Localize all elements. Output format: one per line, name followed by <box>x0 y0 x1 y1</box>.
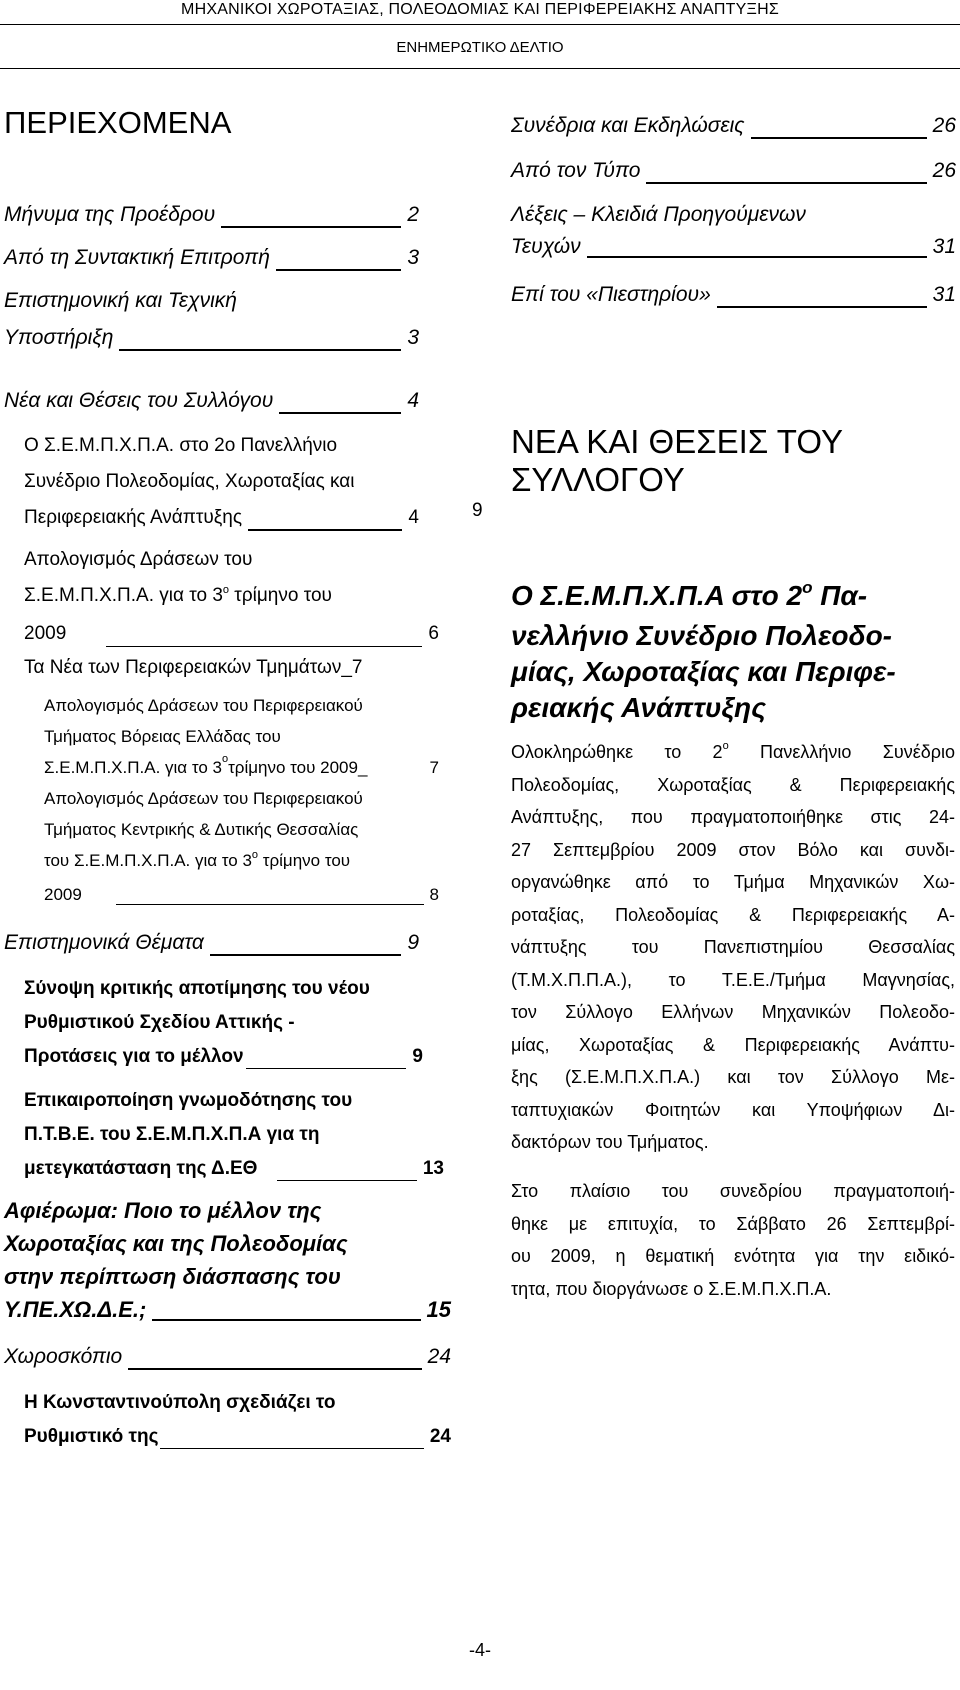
toc-label: Χωροταξίας και της Πολεοδομίας <box>4 1231 348 1256</box>
toc-entry-horoscope-item[interactable] <box>24 1386 451 1454</box>
toc-label: Σ.Ε.Μ.Π.Χ.Π.Α. για το 3 <box>24 585 223 606</box>
toc-label: Από τον Τύπο <box>511 159 641 182</box>
toc-label: Τευχών <box>511 235 581 258</box>
article-title <box>511 578 956 726</box>
toc-label: Ρυθμιστικού Σχεδίου Αττικής - <box>24 1012 295 1033</box>
toc-entry-science[interactable] <box>4 924 419 961</box>
paragraph-line: Ανάπτυξης, που πραγματοποιήθηκε στις 24- <box>511 807 955 827</box>
toc-label: Τμήματος Βόρειας Ελλάδας του <box>44 727 281 746</box>
toc-label: τρίμηνο του <box>229 585 332 606</box>
toc-page: 24 <box>429 1426 451 1447</box>
superscript: ο <box>221 753 229 765</box>
paragraph-line: Στο πλαίσιο του συνεδρίου πραγματοποιή- <box>511 1181 955 1201</box>
toc-leader <box>751 137 927 139</box>
toc-entry-science-item1[interactable] <box>24 972 423 1074</box>
toc-label: Επιστημονική και Τεχνική <box>4 289 237 312</box>
toc-leader <box>248 529 402 531</box>
toc-label: τρίμηνο του <box>258 851 351 870</box>
toc-label: Σύνοψη κριτικής αποτίμησης του νέου <box>24 978 370 999</box>
article-paragraph <box>511 736 955 1159</box>
section-heading <box>511 423 951 499</box>
header-rule <box>0 24 960 25</box>
toc-label: Μήνυμα της Προέδρου <box>4 203 216 226</box>
toc-entry-regional-item1[interactable] <box>44 690 439 783</box>
paragraph-line: οργανώθηκε από το Τμήμα Μηχανικών Χω- <box>511 872 955 892</box>
toc-label: Νέα και Θέσεις του Συλλόγου <box>4 389 274 412</box>
paragraph-line: ξης (Σ.Ε.Μ.Π.Χ.Π.Α.) και τον Σύλλογο Με- <box>511 1067 955 1087</box>
header-title: ΜΗΧΑΝΙΚΟΙ ΧΩΡΟΤΑΞΙΑΣ, ΠΟΛΕΟΔΟΜΙΑΣ ΚΑΙ ΠΕΡΙΦΕΡΕΙΑΚΗΣ ΑΝΑΠΤΥΞΗΣ <box>181 1 779 18</box>
paragraph-line: δακτόρων του Τμήματος. <box>511 1132 709 1152</box>
toc-label: Υ.ΠΕ.ΧΩ.Δ.Ε.; <box>4 1297 147 1322</box>
article-title-text: νελλήνιο Συνέδριο Πολεοδο- <box>511 620 893 651</box>
toc-label: τρίμηνο του 2009_ <box>228 758 368 777</box>
toc-label: Τα Νέα των Περιφερειακών Τμημάτων <box>24 657 342 678</box>
toc-label: Ρυθμιστικό της <box>24 1426 159 1447</box>
toc-page: 31 <box>932 235 956 258</box>
toc-page: 3 <box>407 246 419 269</box>
paragraph-line: τητα, που διοργάνωσε ο Σ.Ε.Μ.Π.Χ.Π.Α. <box>511 1278 832 1299</box>
paragraph-line: ταπτυχιακών Φοιτητών και Υποψήφιων Δι- <box>511 1099 955 1120</box>
toc-label: Απολογισμός Δράσεων του <box>24 549 253 570</box>
toc-entry-feature[interactable] <box>4 1194 451 1326</box>
paragraph-line <box>511 736 955 769</box>
article-title-text: Ο Σ.Ε.Μ.Π.Χ.Π.Α στο 2 <box>511 580 803 611</box>
running-subheader <box>0 38 960 69</box>
toc-label: Επί του «Πιεστηρίου» <box>511 283 711 306</box>
toc-label: Π.Τ.Β.Ε. του Σ.Ε.Μ.Π.Χ.Π.Α για τη <box>24 1124 320 1145</box>
toc-entry-keywords[interactable] <box>511 199 956 263</box>
paragraph-line: τον Σύλλογο Ελλήνων Μηχανικών Πολεοδο- <box>511 1002 955 1022</box>
toc-page: 7 <box>429 758 439 777</box>
toc-entry-regional[interactable] <box>24 650 439 686</box>
toc-leader <box>128 1368 421 1370</box>
toc-page: 26 <box>932 114 956 137</box>
toc-leader <box>276 269 401 271</box>
toc-label: Προτάσεις για το μέλλον <box>24 1046 244 1067</box>
toc-entry-horoscope[interactable] <box>4 1338 451 1375</box>
paragraph-line: 27 Σεπτεμβρίου 2009 στον Βόλο και συνδι- <box>511 839 955 860</box>
toc-page: 8 <box>429 885 439 904</box>
toc-label: Υποστήριξη <box>4 326 114 349</box>
paragraph-line: νάπτυξης του Πανεπιστημίου Θεσσαλίας <box>511 937 955 957</box>
toc-entry-science-item2[interactable] <box>24 1084 444 1186</box>
toc-label: Απολογισμός Δράσεων του Περιφερειακού <box>44 696 363 715</box>
toc-entry-conferences[interactable] <box>511 107 956 144</box>
superscript: ο <box>802 578 813 597</box>
toc-page: 6 <box>428 623 439 644</box>
toc-page: 4 <box>408 507 419 528</box>
toc-label: Συνέδρια και Εκδηλώσεις <box>511 114 745 137</box>
toc-label: Απολογισμός Δράσεων του Περιφερειακού <box>44 789 363 808</box>
toc-page: 4 <box>407 389 419 412</box>
toc-entry-support[interactable] <box>4 282 419 356</box>
toc-heading: ΠΕΡΙΕΧΟΜΕΝΑ <box>4 105 232 140</box>
toc-leader <box>246 1068 407 1069</box>
toc-entry-news[interactable] <box>4 382 419 419</box>
toc-label: 2009 <box>44 885 82 904</box>
toc-page: 3 <box>407 326 419 349</box>
toc-leader <box>116 904 424 905</box>
stray-page-number: 9 <box>472 500 483 521</box>
toc-entry-editorial[interactable] <box>4 239 419 276</box>
toc-label: Επιστημονικά Θέματα <box>4 931 204 954</box>
toc-label: Τμήματος Κεντρικής & Δυτικής Θεσσαλίας <box>44 820 359 839</box>
paragraph-text: Ολοκληρώθηκε το 2 <box>511 742 723 762</box>
toc-leader <box>119 349 401 351</box>
toc-page: 9 <box>407 931 419 954</box>
paragraph-text: Πανελλήνιο Συνέδριο <box>728 742 955 762</box>
toc-leader <box>277 1180 416 1181</box>
toc-label: Από τη Συντακτική Επιτροπή <box>4 246 270 269</box>
superscript: ο <box>722 740 729 752</box>
section-heading-line: ΣΥΛΛΟΓΟΥ <box>511 461 685 498</box>
toc-label: 2009 <box>24 623 67 644</box>
toc-entry-press[interactable] <box>511 152 956 189</box>
toc-label: Χωροσκόπιο <box>4 1345 123 1368</box>
toc-label: Περιφερειακής Ανάπτυξης <box>24 507 242 528</box>
paragraph-line: μίας, Χωροταξίας & Περιφερειακής Ανάπτυ- <box>511 1034 955 1055</box>
paragraph-line: Πολεοδομίας, Χωροταξίας & Περιφερειακής <box>511 774 955 795</box>
paragraph-line: ροταξίας, Πολεοδομίας & Περιφερειακής Α- <box>511 904 955 925</box>
article-title-text: Πα- <box>812 580 868 611</box>
superscript: ο <box>251 849 259 861</box>
paragraph-line: (Τ.Μ.Χ.Π.Π.Α.), το Τ.Ε.Ε./Τμήμα Μαγνησίας, <box>511 969 955 990</box>
toc-leader <box>152 1319 420 1321</box>
toc-label: του Σ.Ε.Μ.Π.Χ.Π.Α. για το 3 <box>44 851 252 870</box>
paragraph-line: θηκε με επιτυχία, το Σάββατο 26 Σεπτεμβρί- <box>511 1213 955 1234</box>
toc-leader <box>221 226 401 228</box>
toc-leader <box>210 954 401 956</box>
article-paragraph <box>511 1175 955 1305</box>
toc-entry-printer[interactable] <box>511 276 956 313</box>
toc-leader <box>587 256 927 258</box>
toc-label: Συνέδριο Πολεοδομίας, Χωροταξίας και <box>24 471 355 492</box>
superscript: ο <box>222 584 230 596</box>
toc-leader <box>106 646 422 647</box>
paragraph-line: ου 2009, η θεματική ενότητα για την ειδικό- <box>511 1246 955 1266</box>
toc-leader <box>646 182 926 184</box>
page-number: -4- <box>469 1640 491 1660</box>
section-heading-line: ΝΕΑ ΚΑΙ ΘΕΣΕΙΣ ΤΟΥ <box>511 423 843 460</box>
toc-page: 26 <box>932 159 956 182</box>
toc-leader <box>717 306 927 308</box>
toc-page: 2 <box>407 203 419 226</box>
toc-label: στην περίπτωση διάσπασης του <box>4 1264 341 1289</box>
toc-label: Αφιέρωμα: Ποιο το μέλλον της <box>4 1198 322 1223</box>
header-subtitle: ΕΝΗΜΕΡΩΤΙΚΟ ΔΕΛΤΙΟ <box>396 39 564 56</box>
toc-entry-regional-item2[interactable] <box>44 783 439 910</box>
toc-label: μετεγκατάσταση της Δ.ΕΘ <box>24 1158 258 1179</box>
toc-page: 13 <box>422 1158 444 1179</box>
toc-leader <box>279 412 401 414</box>
toc-leader <box>160 1448 423 1449</box>
toc-page: 9 <box>412 1046 423 1067</box>
toc-entry-news-item2[interactable] <box>24 542 439 652</box>
toc-label: Σ.Ε.Μ.Π.Χ.Π.Α. για το 3 <box>44 758 222 777</box>
toc-label: Επικαιροποίηση γνωμοδότησης του <box>24 1090 353 1111</box>
subheader-rule <box>0 68 960 69</box>
toc-page: _7 <box>341 657 363 678</box>
toc-page: 15 <box>426 1297 451 1322</box>
toc-label: Λέξεις – Κλειδιά Προηγούμενων <box>511 203 806 226</box>
toc-label: Ο Σ.Ε.Μ.Π.Χ.Π.Α. στο 2ο Πανελλήνιο <box>24 435 338 456</box>
article-title-text: ρειακής Ανάπτυξης <box>511 692 766 723</box>
toc-page: 31 <box>932 283 956 306</box>
toc-page: 24 <box>427 1345 451 1368</box>
toc-entry-news-item1[interactable] <box>24 428 419 536</box>
toc-entry-president[interactable] <box>4 196 419 233</box>
article-title-text: μίας, Χωροταξίας και Περιφε- <box>511 656 896 687</box>
running-header <box>0 0 960 25</box>
toc-label: Η Κωνσταντινούπολη σχεδιάζει το <box>24 1392 336 1413</box>
